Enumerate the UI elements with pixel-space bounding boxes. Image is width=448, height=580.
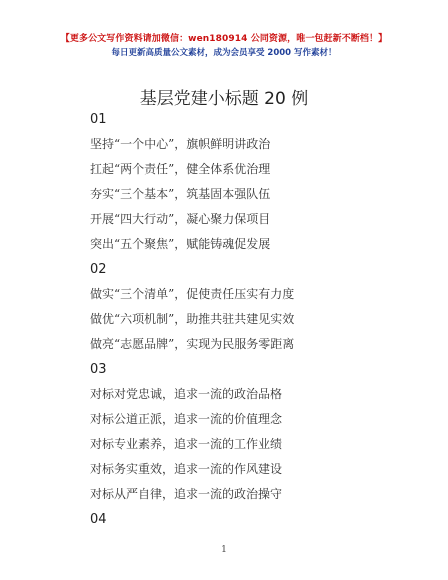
heading-line: 坚持“一个中心”，旗帜鲜明讲政治: [90, 137, 271, 151]
heading-line: 对标公道正派，追求一流的价值理念: [90, 412, 283, 426]
document-body: [90, 107, 410, 532]
heading-line: 扛起“两个责任”，健全体系优治理: [90, 162, 271, 176]
section-number: 04: [90, 512, 107, 527]
heading-line: 对标从严自律，追求一流的政治操守: [90, 487, 283, 501]
promo-line-1: 【更多公文写作资料请加微信：wen180914 公同资源，唯一包赶新不断档！】: [60, 34, 388, 44]
heading-line: 做实“三个清单”，促使责任压实有力度: [90, 287, 295, 301]
document-title: 基层党建小标题 20 例: [139, 89, 309, 109]
section-number: 01: [90, 112, 107, 127]
promo-line-2: 每日更新高质量公文素材，成为会员享受 2000 写作素材！: [111, 48, 337, 58]
heading-line: 开展“四大行动”，凝心聚力保项目: [90, 212, 271, 226]
heading-line: 对标专业素养，追求一流的工作业绩: [90, 437, 283, 451]
heading-line: 做优“六项机制”，助推共驻共建见实效: [90, 312, 295, 326]
heading-line: 对标对党忠诚，追求一流的政治品格: [90, 387, 283, 401]
page-number: 1: [221, 545, 227, 555]
section-number: 03: [90, 362, 107, 377]
heading-line: 突出“五个聚焦”，赋能铸魂促发展: [90, 237, 271, 251]
heading-line: 做亮“志愿品牌”，实现为民服务零距离: [90, 337, 295, 351]
section-number: 02: [90, 262, 107, 277]
heading-line: 夯实“三个基本”，筑基固本强队伍: [90, 187, 271, 201]
promo-header: [0, 33, 448, 59]
heading-line: 对标务实重效，追求一流的作风建设: [90, 462, 283, 476]
